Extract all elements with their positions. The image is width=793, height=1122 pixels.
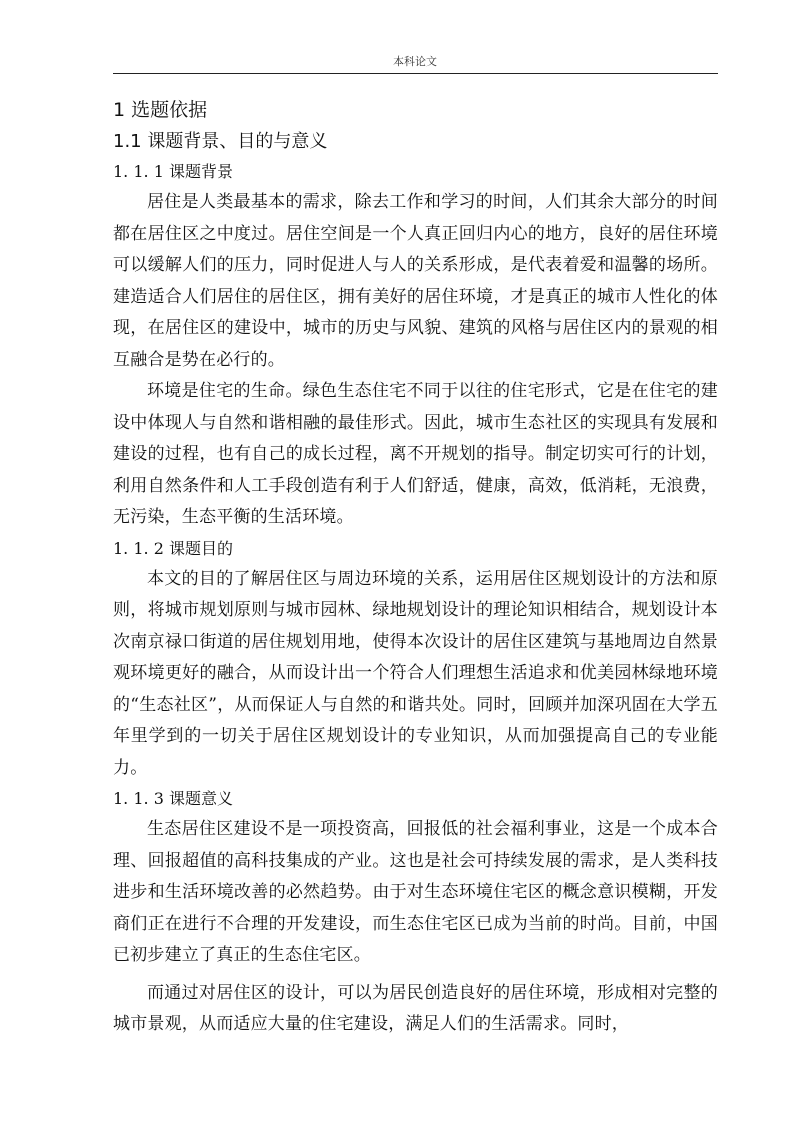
header-rule xyxy=(113,73,718,74)
paragraph: 本文的目的了解居住区与周边环境的关系，运用居住区规划设计的方法和原则，将城市规划原则与城市园林、绿地规划设计的理论知识相结合，规划设计本次南京禄口街道的居住规划用地，使得本次设计的居住区建筑与基地周边自然景观环境更好的融合，从而设计出一个符合人们理想生活追求和优美园林绿地环境的“生态社区”，从而保证人与自然的和谐共处。同时，回顾并加深巩固在大学五年里学到的一切关于居住区规划设计的专业知识，从而加强提高自己的专业能力。 xyxy=(113,568,718,778)
page-header: 本科论文 xyxy=(393,55,437,68)
subsection-heading-significance: 1. 1. 3 课题意义 xyxy=(113,789,233,808)
chapter-heading: 1 选题依据 xyxy=(113,99,208,121)
section-heading: 1.1 课题背景、目的与意义 xyxy=(113,131,328,152)
paragraph: 环境是住宅的生命。绿色生态住宅不同于以往的住宅形式，它是在住宅的建设中体现人与自然和谐相融的最佳形式。因此，城市生态社区的实现具有发展和建设的过程，也有自己的成长过程，离不开规划的指导。制定切实可行的计划，利用自然条件和人工手段创造有利于人们舒适，健康，高效，低消耗，无浪费，无污染，生态平衡的生活环境。 xyxy=(113,381,718,527)
paragraph: 生态居住区建设不是一项投资高，回报低的社会福利事业，这是一个成本合理、回报超值的高科技集成的产业。这也是社会可持续发展的需求，是人类科技进步和生活环境改善的必然趋势。由于对生态环境住宅区的概念意识模糊，开发商们正在进行不合理的开发建设，而生态住宅区已成为当前的时尚。目前，中国已初步建立了真正的生态住宅区。 xyxy=(113,819,718,965)
subsection-heading-purpose: 1. 1. 2 课题目的 xyxy=(113,538,233,558)
paragraph: 居住是人类最基本的需求，除去工作和学习的时间，人们其余大部分的时间都在居住区之中度过。居住空间是一个人真正回归内心的地方，良好的居住环境可以缓解人们的压力，同时促进人与人的关系形成，是代表着爱和温馨的场所。建造适合人们居住的居住区，拥有美好的居住环境，才是真正的城市人性化的体现，在居住区的建设中，城市的历史与风貌、建筑的风格与居住区内的景观的相互融合是势在必行的。 xyxy=(113,192,718,370)
subsection-heading-background: 1. 1. 1 课题背景 xyxy=(113,162,233,181)
document-body xyxy=(113,94,718,1041)
paragraph: 而通过对居住区的设计，可以为居民创造良好的居住环境，形成相对完整的城市景观，从而适应大量的住宅建设，满足人们的生活需求。同时， xyxy=(113,982,718,1034)
